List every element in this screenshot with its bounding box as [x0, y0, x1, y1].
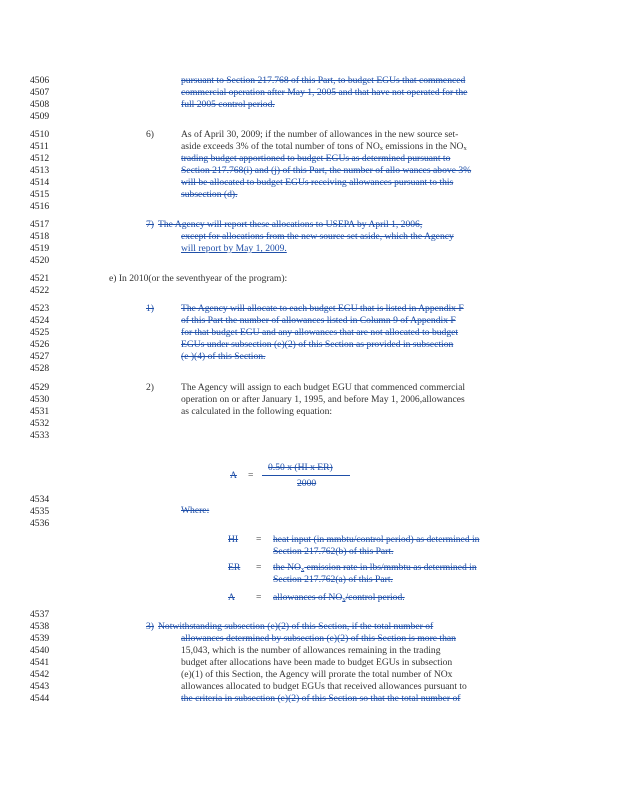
item-3-line-6: allowances allocated to budget EGUs that received allowances pursuant to — [181, 681, 467, 692]
line-number: 4542 — [30, 669, 50, 680]
item-6-line-4: Section 217.768(i) and (j) of this Part, the number of allo wances above 3% — [181, 165, 472, 176]
where-a-equals: = — [256, 592, 262, 603]
line-number: 4523 — [30, 303, 50, 314]
item-e-heading: e) In 2010(or the seventhyear of the program): — [109, 273, 288, 284]
where-label: Where: — [181, 505, 210, 516]
where-hi-equals: = — [256, 534, 262, 545]
block1-line-3: full 2005 control period. — [181, 99, 275, 110]
block1-line-2: commercial operation after May 1, 2005 and that have not operated for the — [181, 87, 468, 98]
line-number: 4521 — [30, 273, 50, 284]
line-number: 4515 — [30, 189, 50, 200]
item-1-line-2: of this Part the number of allowances listed in Column 9 of Appendix F — [181, 315, 456, 326]
item-1-line-3: for that budget EGU and any allowances that are not allocated to budget — [181, 327, 459, 338]
item-3-line-7: the criteria in subsection (e)(2) of this Section so that the total number of — [181, 693, 461, 704]
item-6-line-1: As of April 30, 2009; if the number of allowances in the new source set- — [181, 129, 459, 140]
line-number: 4511 — [30, 141, 49, 152]
item-3-line-1: Notwithstanding subsection (e)(2) of this Section, if the total number of — [158, 621, 434, 632]
where-hi-line-2: Section 217.762(b) of this Part. — [273, 546, 394, 557]
line-number: 4513 — [30, 165, 50, 176]
line-number: 4533 — [30, 430, 50, 441]
line-number: 4540 — [30, 645, 50, 656]
item-7-label: 7) — [146, 219, 154, 230]
item-3-line-2: allowances determined by subsection (e)(2) of this Section is more than — [181, 633, 456, 644]
item-1-label: 1) — [146, 303, 154, 314]
line-number: 4527 — [30, 351, 50, 362]
item-6-line-2: aside exceeds 3% of the total number of tons of $NO_x$ emissions in the $NO_x$ — [181, 141, 467, 152]
item-3-line-4: budget after allocations have been made to budget EGUs in subsection — [181, 657, 453, 668]
line-number: 4531 — [30, 406, 50, 417]
line-number: 4514 — [30, 177, 50, 188]
line-number: 4541 — [30, 657, 50, 668]
item-6-line-5: will be allocated to budget EGUs receiving allowances pursuant to this — [181, 177, 454, 188]
where-hi-symbol: HI — [228, 534, 239, 545]
where-er-line-1: the $NO_x$ emission rate in lbs/mmbtu as determined in — [273, 562, 477, 573]
item-3-line-5: (e)(1) of this Section, the Agency will prorate the total number of NOx — [181, 669, 453, 680]
line-number: 4536 — [30, 518, 50, 529]
line-number: 4516 — [30, 201, 50, 212]
item-1-line-4: EGUs under subsection (e)(2) of this Section as provided in subsection — [181, 339, 454, 350]
item-7-line-2: except for allocations from the new source set aside, which the Agency — [181, 231, 454, 242]
line-number: 4522 — [30, 285, 50, 296]
item-6-line-6: subsection (d). — [181, 189, 238, 200]
where-er-equals: = — [256, 562, 262, 573]
line-number: 4507 — [30, 87, 50, 98]
item-2-line-1: The Agency will assign to each budget EGU that commenced commercial — [181, 382, 465, 393]
line-number: 4524 — [30, 315, 50, 326]
line-number: 4528 — [30, 363, 50, 374]
item-2-line-3: as calculated in the following equation: — [181, 406, 333, 417]
line-number: 4509 — [30, 111, 50, 122]
line-number: 4544 — [30, 693, 50, 704]
equation-denominator: 2000 — [297, 478, 317, 489]
line-number: 4508 — [30, 99, 50, 110]
line-number: 4519 — [30, 243, 50, 254]
line-number: 4535 — [30, 506, 50, 517]
where-er-line-2: Section 217.762(a) of this Part. — [273, 574, 393, 585]
where-a-symbol: A — [228, 592, 235, 603]
line-number: 4518 — [30, 231, 50, 242]
where-hi-line-1: heat input (in mmbtu/control period) as determined in — [273, 534, 480, 545]
line-number: 4530 — [30, 394, 50, 405]
item-3-label: 3) — [146, 621, 154, 632]
line-number: 4512 — [30, 153, 50, 164]
block1-line-1: pursuant to Section 217.768 of this Part, to budget EGUs that commenced — [181, 75, 466, 86]
equation-numerator: 0.50 x (HI x ER) — [268, 462, 333, 473]
item-6-label: 6) — [146, 129, 154, 140]
item-2-label: 2) — [146, 382, 154, 393]
where-er-symbol: ER — [228, 562, 241, 573]
line-number: 4520 — [30, 255, 50, 266]
where-a-line-1: allowances of $NO_x$/control period. — [273, 592, 405, 603]
fraction-bar — [262, 475, 350, 476]
item-2-line-2: operation on or after January 1, 1995, and before May 1, 2006,allowances — [181, 394, 465, 405]
line-number: 4529 — [30, 382, 50, 393]
line-number: 4543 — [30, 681, 50, 692]
line-number: 4532 — [30, 418, 50, 429]
line-number: 4525 — [30, 327, 50, 338]
equation-equals: = — [248, 470, 254, 481]
line-number: 4539 — [30, 633, 50, 644]
line-number: 4506 — [30, 75, 50, 86]
line-number: 4526 — [30, 339, 50, 350]
item-7-line-1: The Agency will report these allocations to USEPA by April 1, 2006, — [158, 219, 423, 230]
line-number: 4517 — [30, 219, 50, 230]
item-6-line-3: trading budget apportioned to budget EGUs as determined pursuant to — [181, 153, 451, 164]
item-1-line-1: The Agency will allocate to each budget EGU that is listed in Appendix F — [181, 303, 464, 314]
item-1-line-5: (e )(4) of this Section. — [181, 351, 266, 362]
line-number: 4538 — [30, 621, 50, 632]
equation-lhs: A — [230, 470, 237, 481]
line-number: 4534 — [30, 494, 50, 505]
item-3-line-3: 15,043, which is the number of allowances remaining in the trading — [181, 645, 441, 656]
item-7-line-3: will report by May 1, 2009. — [181, 243, 287, 254]
line-number: 4537 — [30, 609, 50, 620]
line-number: 4510 — [30, 129, 50, 140]
